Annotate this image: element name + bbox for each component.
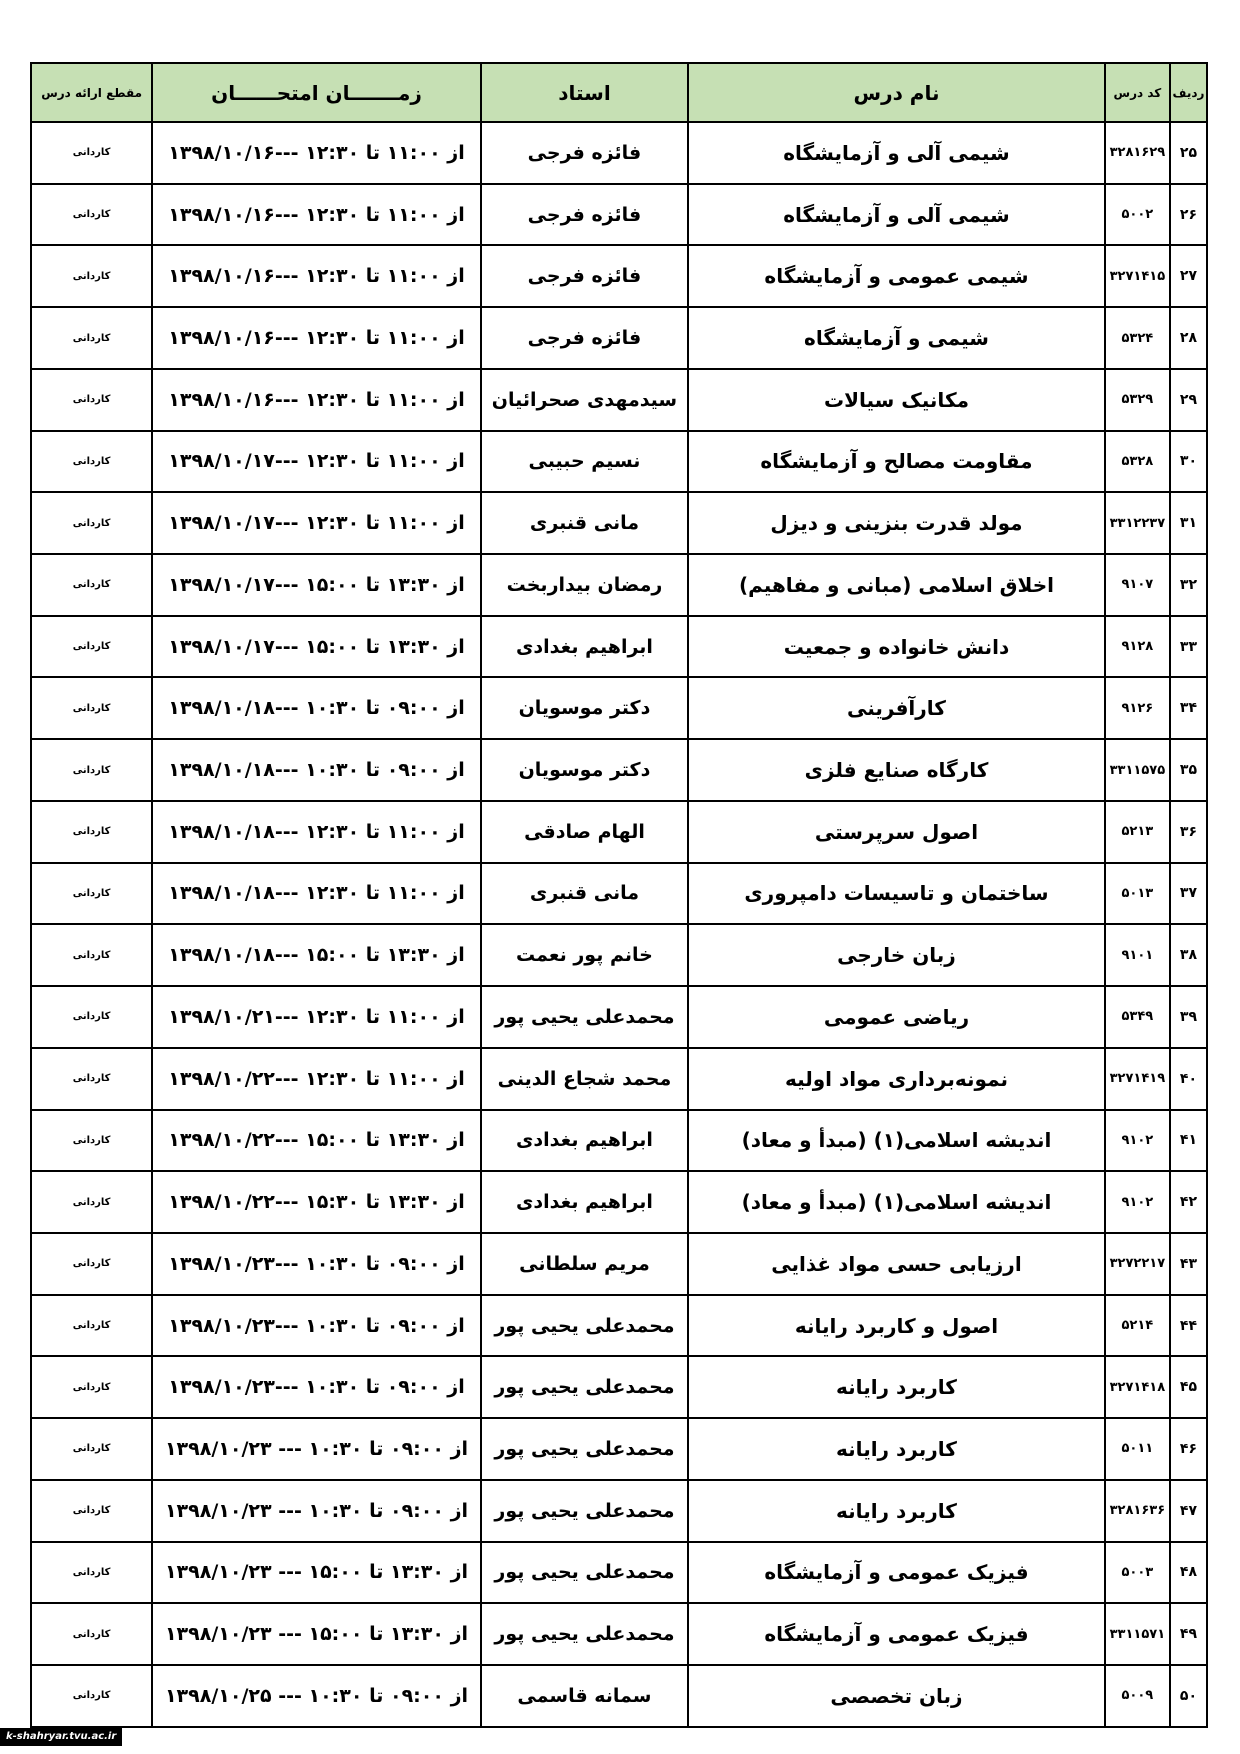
course-name-cell: مقاومت مصالح و آزمایشگاه [688,431,1105,493]
level-cell: کاردانی [31,616,152,678]
row-number-cell: ۳۱ [1170,492,1207,554]
table-row [31,801,1207,863]
exam-time-cell: از ۰۹:۰۰ تا ۱۰:۳۰ --- ۱۳۹۸/۱۰/۲۳ [152,1418,481,1480]
course-name-cell: شیمی و آزمایشگاه [688,307,1105,369]
row-number-cell: ۳۶ [1170,801,1207,863]
exam-time-cell: از ۰۹:۰۰ تا ۱۰:۳۰ --- ۱۳۹۸/۱۰/۲۳ [152,1480,481,1542]
exam-time-cell: از ۱۱:۰۰ تا ۱۲:۳۰ ---۱۳۹۸/۱۰/۱۸ [152,863,481,925]
course-code-cell: ۹۱۲۶ [1105,677,1170,739]
teacher-cell: محمدعلی یحیی پور [481,1356,688,1418]
course-name-cell: ریاضی عمومی [688,986,1105,1048]
level-cell: کاردانی [31,245,152,307]
teacher-cell: فائزه فرجی [481,307,688,369]
course-name-cell: دانش خانواده و جمعیت [688,616,1105,678]
exam-time-cell: از ۰۹:۰۰ تا ۱۰:۳۰ ---۱۳۹۸/۱۰/۱۸ [152,739,481,801]
level-cell: کاردانی [31,1295,152,1357]
teacher-cell: سمانه قاسمی [481,1665,688,1727]
course-name-cell: کاربرد رایانه [688,1356,1105,1418]
course-name-cell: کارآفرینی [688,677,1105,739]
teacher-cell: الهام صادقی [481,801,688,863]
row-number-cell: ۲۷ [1170,245,1207,307]
level-cell: کاردانی [31,1171,152,1233]
header-row-number: ردیف [1170,63,1207,122]
teacher-cell: نسیم حبیبی [481,431,688,493]
table-row [31,1233,1207,1295]
teacher-cell: فائزه فرجی [481,245,688,307]
exam-time-cell: از ۱۳:۳۰ تا ۱۵:۰۰ ---۱۳۹۸/۱۰/۱۷ [152,554,481,616]
row-number-cell: ۳۲ [1170,554,1207,616]
course-name-cell: زبان تخصصی [688,1665,1105,1727]
row-number-cell: ۳۳ [1170,616,1207,678]
header-row [31,63,1207,122]
course-code-cell: ۳۲۸۱۶۳۶ [1105,1480,1170,1542]
course-name-cell: شیمی آلی و آزمایشگاه [688,122,1105,184]
course-code-cell: ۵۳۲۹ [1105,369,1170,431]
teacher-cell: محمدعلی یحیی پور [481,1542,688,1604]
level-cell: کاردانی [31,1480,152,1542]
row-number-cell: ۳۷ [1170,863,1207,925]
course-code-cell: ۵۰۰۲ [1105,184,1170,246]
table-row [31,1295,1207,1357]
level-cell: کاردانی [31,1110,152,1172]
table-row [31,554,1207,616]
level-cell: کاردانی [31,924,152,986]
level-cell: کاردانی [31,1048,152,1110]
course-name-cell: مولد قدرت بنزینی و دیزل [688,492,1105,554]
table-row [31,492,1207,554]
teacher-cell: محمد شجاع الدینی [481,1048,688,1110]
exam-time-cell: از ۱۳:۳۰ تا ۱۵:۰۰ ---۱۳۹۸/۱۰/۲۲ [152,1110,481,1172]
exam-time-cell: از ۱۱:۰۰ تا ۱۲:۳۰ ---۱۳۹۸/۱۰/۲۲ [152,1048,481,1110]
table-row [31,245,1207,307]
exam-time-cell: از ۱۱:۰۰ تا ۱۲:۳۰ ---۱۳۹۸/۱۰/۱۶ [152,307,481,369]
exam-time-cell: از ۰۹:۰۰ تا ۱۰:۳۰ ---۱۳۹۸/۱۰/۲۳ [152,1356,481,1418]
course-name-cell: ساختمان و تاسیسات دامپروری [688,863,1105,925]
table-header [31,63,1207,122]
teacher-cell: فائزه فرجی [481,184,688,246]
level-cell: کاردانی [31,801,152,863]
level-cell: کاردانی [31,1418,152,1480]
level-cell: کاردانی [31,431,152,493]
level-cell: کاردانی [31,307,152,369]
course-code-cell: ۳۳۱۲۲۳۷ [1105,492,1170,554]
table-row [31,616,1207,678]
course-name-cell: ارزیابی حسی مواد غذایی [688,1233,1105,1295]
teacher-cell: مانی قنبری [481,492,688,554]
course-name-cell: فیزیک عمومی و آزمایشگاه [688,1542,1105,1604]
teacher-cell: مریم سلطانی [481,1233,688,1295]
header-exam-time: زمـــــــان امتحــــــان [152,63,481,122]
course-name-cell: شیمی عمومی و آزمایشگاه [688,245,1105,307]
teacher-cell: محمدعلی یحیی پور [481,1480,688,1542]
row-number-cell: ۳۸ [1170,924,1207,986]
table-row [31,677,1207,739]
teacher-cell: مانی قنبری [481,863,688,925]
course-code-cell: ۹۱۰۱ [1105,924,1170,986]
footer-url: k-shahryar.tvu.ac.ir [0,1728,122,1746]
teacher-cell: محمدعلی یحیی پور [481,986,688,1048]
course-code-cell: ۳۲۷۱۴۱۸ [1105,1356,1170,1418]
level-cell: کاردانی [31,492,152,554]
row-number-cell: ۴۵ [1170,1356,1207,1418]
exam-time-cell: از ۱۳:۳۰ تا ۱۵:۰۰ ---۱۳۹۸/۱۰/۱۸ [152,924,481,986]
row-number-cell: ۳۹ [1170,986,1207,1048]
course-code-cell: ۵۳۴۹ [1105,986,1170,1048]
level-cell: کاردانی [31,1603,152,1665]
table-row [31,1171,1207,1233]
row-number-cell: ۲۶ [1170,184,1207,246]
row-number-cell: ۳۴ [1170,677,1207,739]
row-number-cell: ۴۸ [1170,1542,1207,1604]
table-row [31,1110,1207,1172]
course-name-cell: اندیشه اسلامی(۱) (مبدأ و معاد) [688,1110,1105,1172]
header-level: مقطع ارائه درس [31,63,152,122]
exam-time-cell: از ۰۹:۰۰ تا ۱۰:۳۰ ---۱۳۹۸/۱۰/۲۳ [152,1295,481,1357]
row-number-cell: ۴۳ [1170,1233,1207,1295]
teacher-cell: دکتر موسویان [481,739,688,801]
row-number-cell: ۴۴ [1170,1295,1207,1357]
level-cell: کاردانی [31,1665,152,1727]
row-number-cell: ۴۲ [1170,1171,1207,1233]
table-row [31,924,1207,986]
level-cell: کاردانی [31,863,152,925]
teacher-cell: ابراهیم بغدادی [481,1171,688,1233]
level-cell: کاردانی [31,554,152,616]
course-code-cell: ۹۱۰۲ [1105,1110,1170,1172]
course-code-cell: ۵۰۰۹ [1105,1665,1170,1727]
course-code-cell: ۳۲۷۲۲۱۷ [1105,1233,1170,1295]
row-number-cell: ۴۷ [1170,1480,1207,1542]
exam-time-cell: از ۰۹:۰۰ تا ۱۰:۳۰ ---۱۳۹۸/۱۰/۱۸ [152,677,481,739]
row-number-cell: ۳۵ [1170,739,1207,801]
exam-time-cell: از ۱۳:۳۰ تا ۱۵:۰۰ --- ۱۳۹۸/۱۰/۲۳ [152,1603,481,1665]
table-row [31,369,1207,431]
level-cell: کاردانی [31,184,152,246]
exam-time-cell: از ۱۱:۰۰ تا ۱۲:۳۰ ---۱۳۹۸/۱۰/۱۶ [152,369,481,431]
table-row [31,1356,1207,1418]
level-cell: کاردانی [31,739,152,801]
table-row [31,1418,1207,1480]
exam-time-cell: از ۱۱:۰۰ تا ۱۲:۳۰ ---۱۳۹۸/۱۰/۲۱ [152,986,481,1048]
exam-time-cell: از ۱۱:۰۰ تا ۱۲:۳۰ ---۱۳۹۸/۱۰/۱۶ [152,122,481,184]
teacher-cell: ابراهیم بغدادی [481,616,688,678]
course-name-cell: اصول سرپرستی [688,801,1105,863]
teacher-cell: محمدعلی یحیی پور [481,1603,688,1665]
table-row [31,1480,1207,1542]
course-code-cell: ۵۲۱۳ [1105,801,1170,863]
level-cell: کاردانی [31,1233,152,1295]
level-cell: کاردانی [31,1542,152,1604]
course-name-cell: اخلاق اسلامی (مبانی و مفاهیم) [688,554,1105,616]
row-number-cell: ۲۸ [1170,307,1207,369]
course-name-cell: اندیشه اسلامی(۱) (مبدأ و معاد) [688,1171,1105,1233]
course-name-cell: مکانیک سیالات [688,369,1105,431]
row-number-cell: ۵۰ [1170,1665,1207,1727]
table-row [31,307,1207,369]
exam-time-cell: از ۱۱:۰۰ تا ۱۲:۳۰ ---۱۳۹۸/۱۰/۱۷ [152,492,481,554]
teacher-cell: خانم پور نعمت [481,924,688,986]
course-code-cell: ۵۰۱۳ [1105,863,1170,925]
table-row [31,1048,1207,1110]
teacher-cell: ابراهیم بغدادی [481,1110,688,1172]
exam-time-cell: از ۱۳:۳۰ تا ۱۵:۰۰ --- ۱۳۹۸/۱۰/۲۳ [152,1542,481,1604]
course-name-cell: کارگاه صنایع فلزی [688,739,1105,801]
course-name-cell: اصول و کاربرد رایانه [688,1295,1105,1357]
row-number-cell: ۲۵ [1170,122,1207,184]
course-code-cell: ۹۱۰۷ [1105,554,1170,616]
course-code-cell: ۳۲۸۱۶۲۹ [1105,122,1170,184]
course-code-cell: ۵۰۰۳ [1105,1542,1170,1604]
course-code-cell: ۳۲۷۱۴۱۹ [1105,1048,1170,1110]
course-code-cell: ۵۲۱۴ [1105,1295,1170,1357]
course-code-cell: ۹۱۲۸ [1105,616,1170,678]
course-code-cell: ۹۱۰۲ [1105,1171,1170,1233]
table-row [31,431,1207,493]
header-course-name: نام درس [688,63,1105,122]
course-name-cell: زبان خارجی [688,924,1105,986]
row-number-cell: ۳۰ [1170,431,1207,493]
level-cell: کاردانی [31,677,152,739]
table-row [31,1603,1207,1665]
course-code-cell: ۵۳۲۸ [1105,431,1170,493]
exam-schedule-table [30,62,1208,1728]
header-teacher: استاد [481,63,688,122]
exam-schedule-sheet [30,62,1208,1728]
exam-time-cell: از ۱۱:۰۰ تا ۱۲:۳۰ ---۱۳۹۸/۱۰/۱۶ [152,184,481,246]
table-row [31,184,1207,246]
course-code-cell: ۵۰۱۱ [1105,1418,1170,1480]
teacher-cell: دکتر موسویان [481,677,688,739]
course-code-cell: ۳۳۱۱۵۷۱ [1105,1603,1170,1665]
teacher-cell: رمضان بیداربخت [481,554,688,616]
course-name-cell: کاربرد رایانه [688,1418,1105,1480]
row-number-cell: ۲۹ [1170,369,1207,431]
row-number-cell: ۴۹ [1170,1603,1207,1665]
course-code-cell: ۳۳۱۱۵۷۵ [1105,739,1170,801]
teacher-cell: فائزه فرجی [481,122,688,184]
course-code-cell: ۵۳۲۴ [1105,307,1170,369]
teacher-cell: سیدمهدی صحرائیان [481,369,688,431]
course-name-cell: کاربرد رایانه [688,1480,1105,1542]
level-cell: کاردانی [31,122,152,184]
exam-time-cell: از ۱۳:۳۰ تا ۱۵:۰۰ ---۱۳۹۸/۱۰/۱۷ [152,616,481,678]
course-name-cell: نمونه‌برداری مواد اولیه [688,1048,1105,1110]
table-body [31,122,1207,1727]
table-row [31,1665,1207,1727]
exam-time-cell: از ۱۳:۳۰ تا ۱۵:۳۰ ---۱۳۹۸/۱۰/۲۲ [152,1171,481,1233]
row-number-cell: ۴۰ [1170,1048,1207,1110]
table-row [31,739,1207,801]
teacher-cell: محمدعلی یحیی پور [481,1295,688,1357]
table-row [31,863,1207,925]
course-code-cell: ۳۲۷۱۴۱۵ [1105,245,1170,307]
row-number-cell: ۴۶ [1170,1418,1207,1480]
level-cell: کاردانی [31,369,152,431]
level-cell: کاردانی [31,986,152,1048]
header-course-code: کد درس [1105,63,1170,122]
level-cell: کاردانی [31,1356,152,1418]
table-row [31,122,1207,184]
exam-time-cell: از ۰۹:۰۰ تا ۱۰:۳۰ ---۱۳۹۸/۱۰/۲۳ [152,1233,481,1295]
course-name-cell: شیمی آلی و آزمایشگاه [688,184,1105,246]
course-name-cell: فیزیک عمومی و آزمایشگاه [688,1603,1105,1665]
exam-time-cell: از ۱۱:۰۰ تا ۱۲:۳۰ ---۱۳۹۸/۱۰/۱۷ [152,431,481,493]
exam-time-cell: از ۰۹:۰۰ تا ۱۰:۳۰ --- ۱۳۹۸/۱۰/۲۵ [152,1665,481,1727]
table-row [31,986,1207,1048]
row-number-cell: ۴۱ [1170,1110,1207,1172]
table-row [31,1542,1207,1604]
exam-time-cell: از ۱۱:۰۰ تا ۱۲:۳۰ ---۱۳۹۸/۱۰/۱۸ [152,801,481,863]
teacher-cell: محمدعلی یحیی پور [481,1418,688,1480]
exam-time-cell: از ۱۱:۰۰ تا ۱۲:۳۰ ---۱۳۹۸/۱۰/۱۶ [152,245,481,307]
